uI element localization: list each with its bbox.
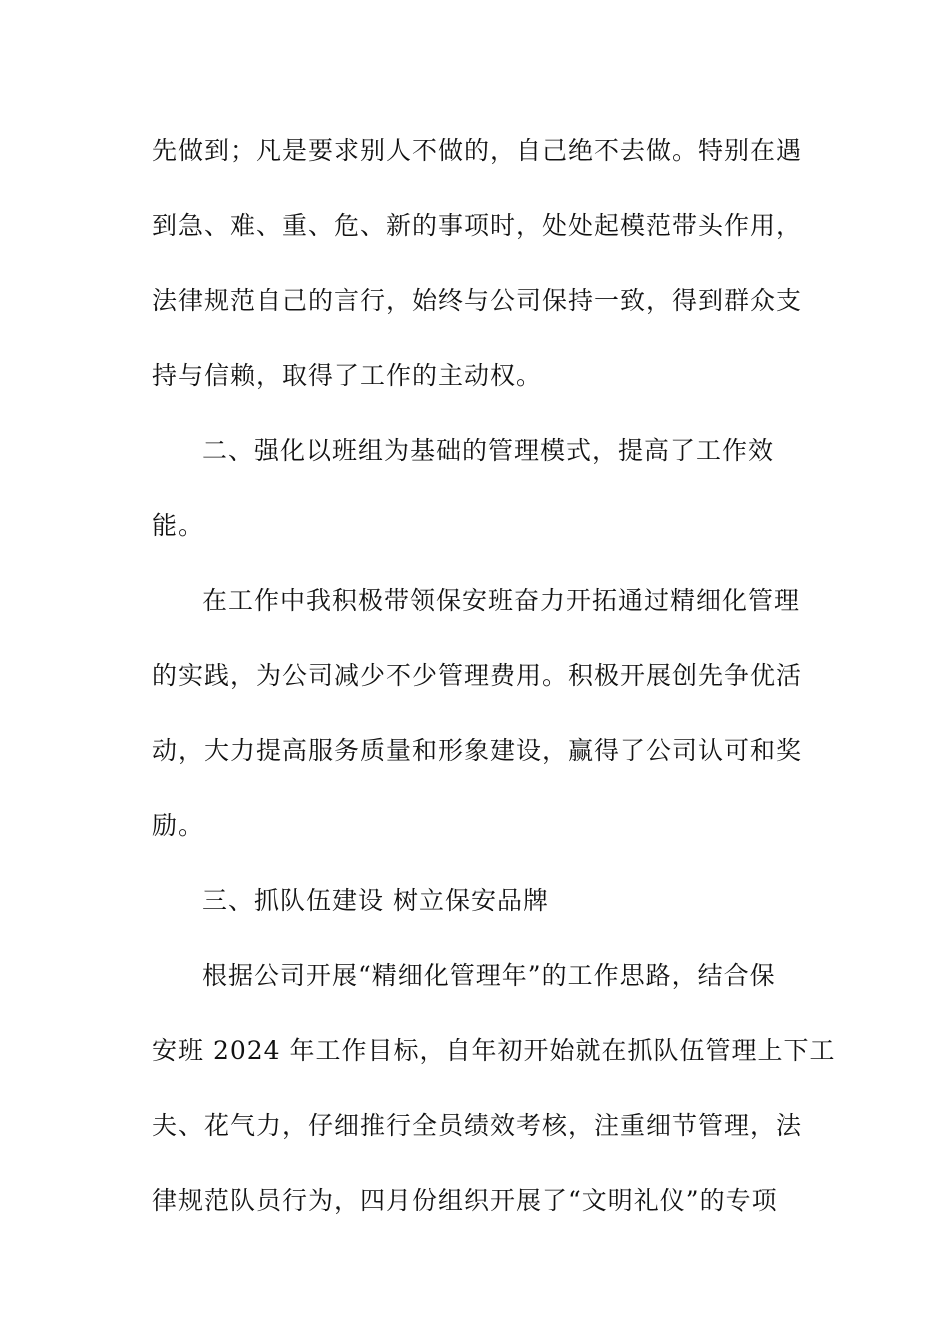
section-heading: 三、抓队伍建设 树立保安品牌	[202, 886, 549, 915]
text-line: 到急、难、重、危、新的事项时，处处起模范带头作用，	[152, 211, 803, 240]
text-line: 律规范队员行为，四月份组织开展了“文明礼仪”的专项	[152, 1186, 778, 1215]
text-line: 励。	[152, 811, 205, 840]
text-line: 先做到；凡是要求别人不做的，自己绝不去做。特别在遇	[152, 136, 803, 165]
text-line: 持与信赖，取得了工作的主动权。	[152, 361, 543, 390]
paragraph-start: 在工作中我积极带领保安班奋力开拓通过精细化管理	[202, 586, 801, 615]
text-line: 安班 2024 年工作目标，自年初开始就在抓队伍管理上下工	[152, 1036, 836, 1065]
paragraph-start: 根据公司开展“精细化管理年”的工作思路，结合保	[202, 961, 776, 990]
text-line: 法律规范自己的言行，始终与公司保持一致，得到群众支	[152, 286, 803, 315]
text-line: 动，大力提高服务质量和形象建设，赢得了公司认可和奖	[152, 736, 803, 765]
text-line: 能。	[152, 511, 205, 540]
text-line: 的实践，为公司减少不少管理费用。积极开展创先争优活	[152, 661, 803, 690]
text-line: 夫、花气力，仔细推行全员绩效考核，注重细节管理，法	[152, 1111, 803, 1140]
section-heading: 二、强化以班组为基础的管理模式，提高了工作效	[202, 436, 775, 465]
